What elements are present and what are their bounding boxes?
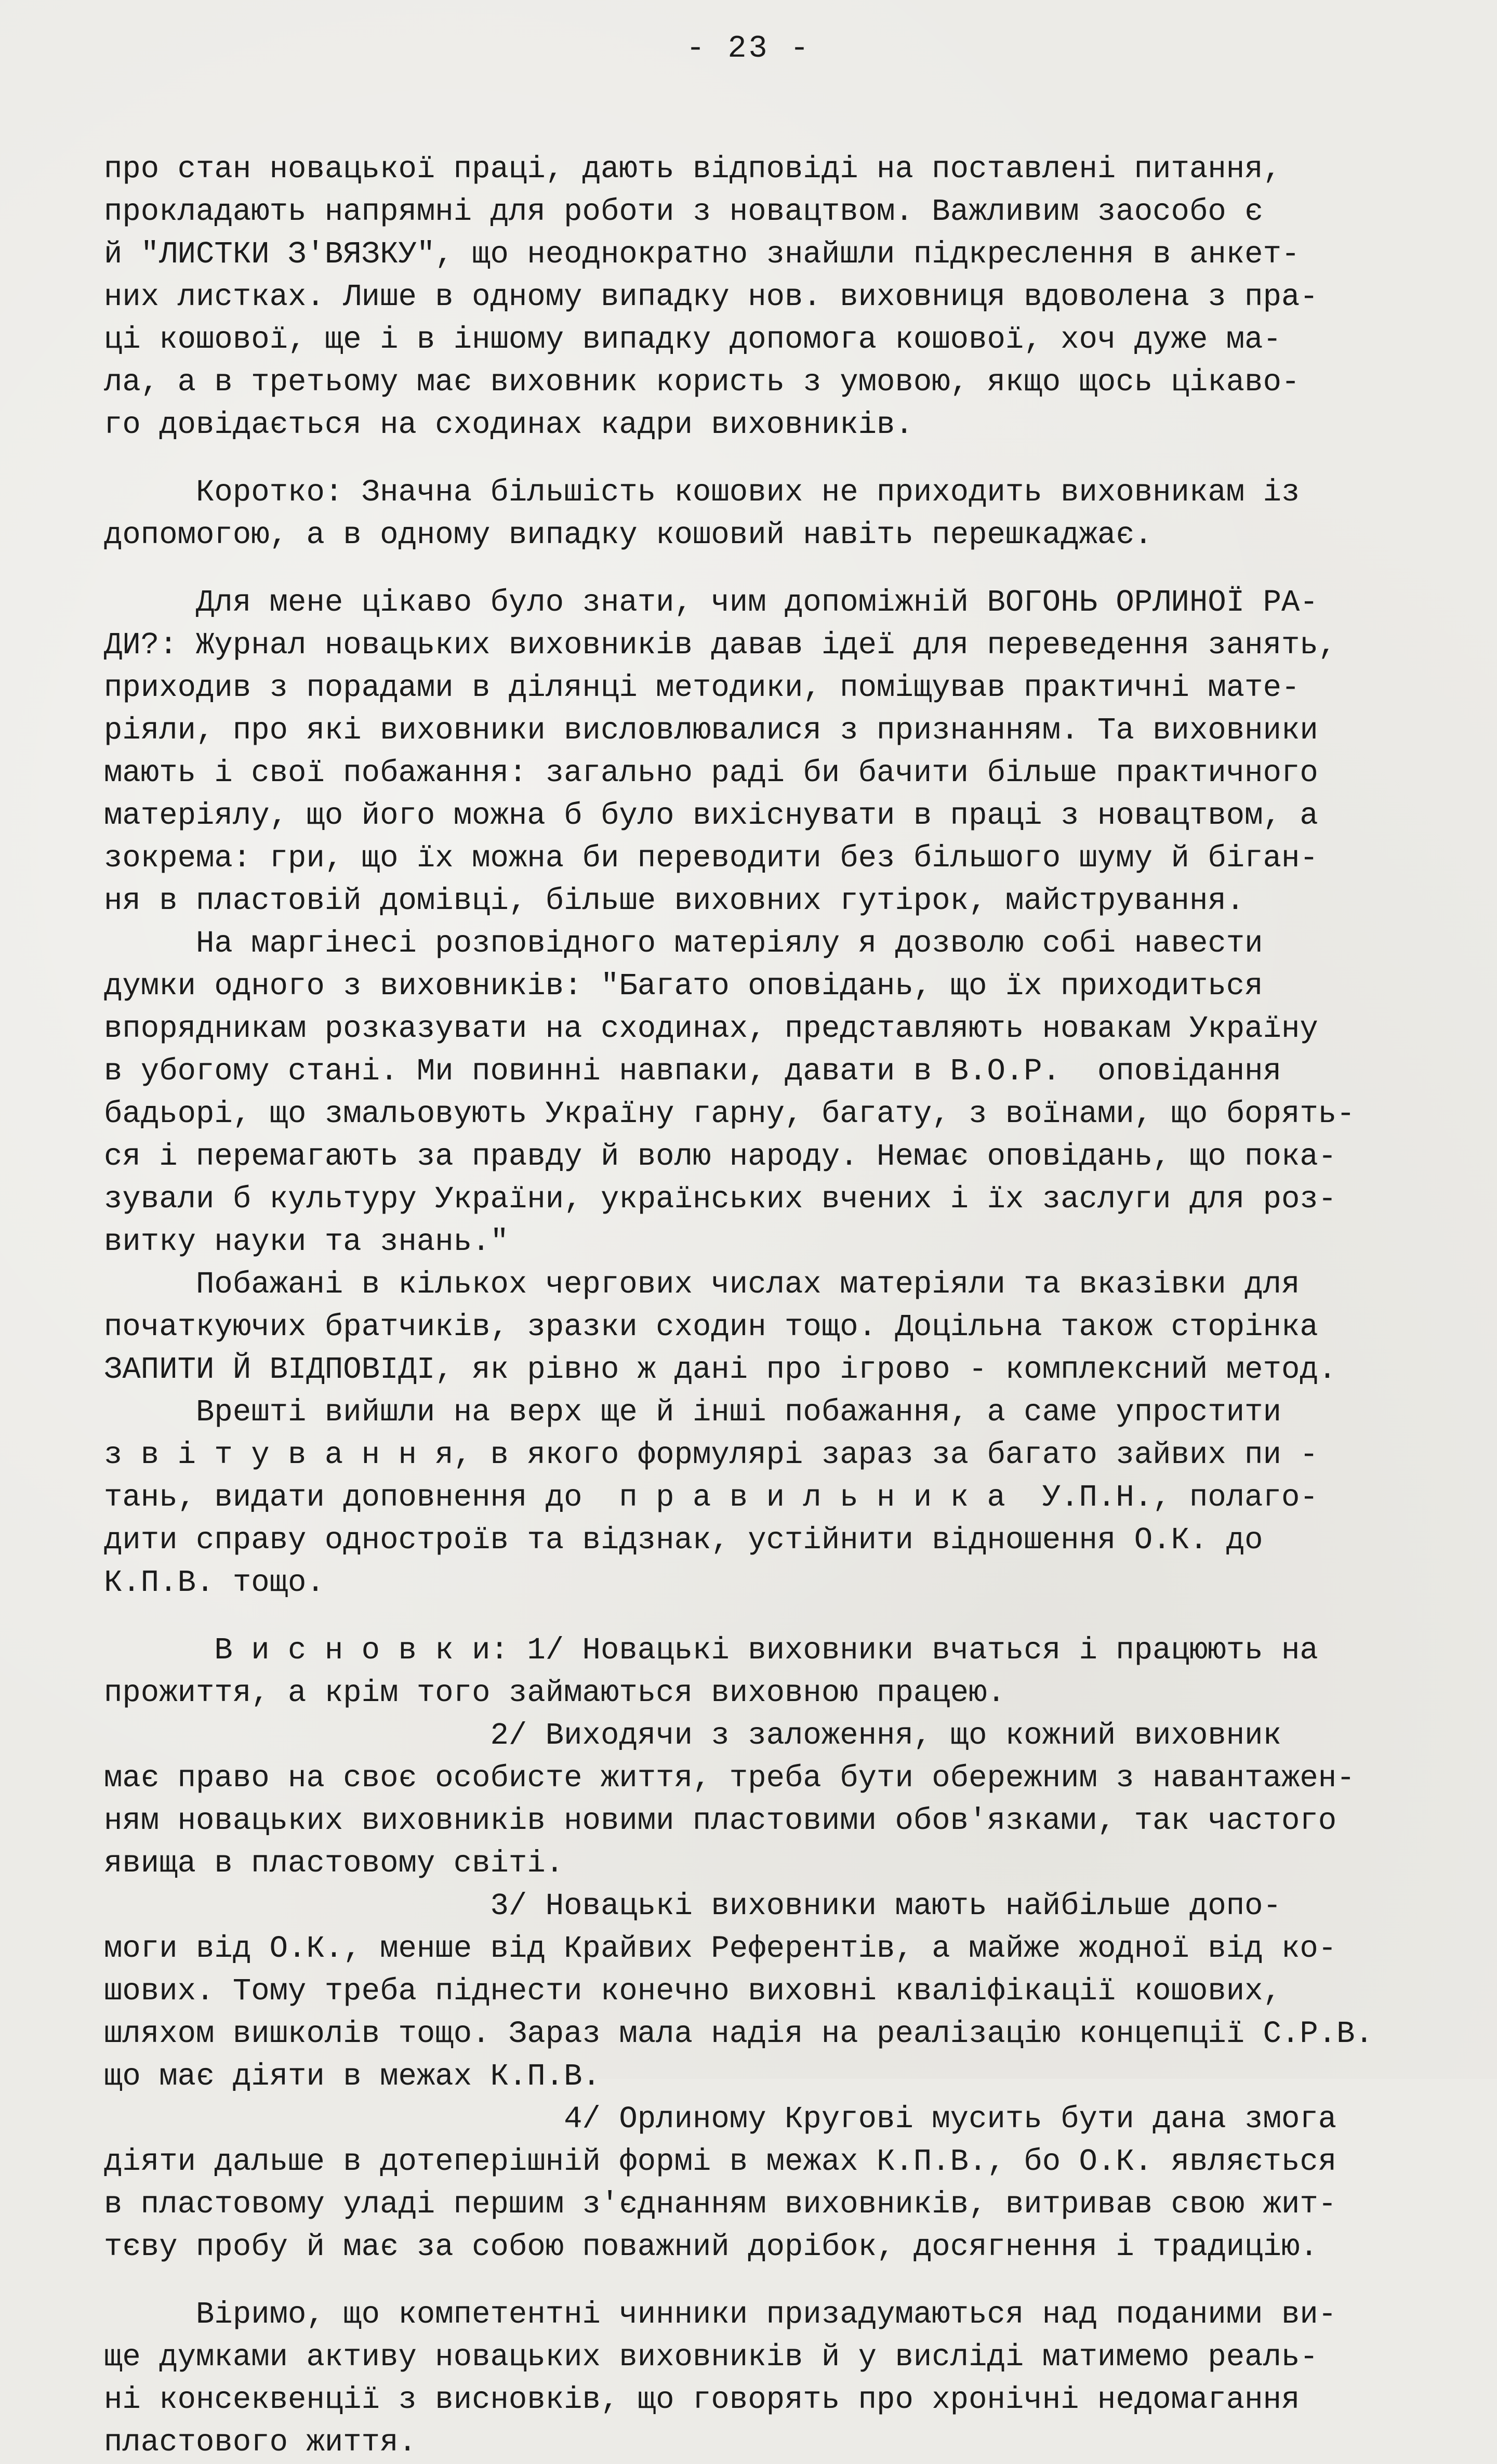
text-line: мають і свої побажання: загально раді би бачити більше практичного bbox=[104, 756, 1318, 790]
text-line: бадьорі, що змальовують Україну гарну, багату, з воїнами, що борять- bbox=[104, 1097, 1355, 1131]
text-line: 2/ Виходячи з заложення, що кожний виховник bbox=[104, 1718, 1281, 1753]
text-line: Коротко: Значна більшість кошових не приходить виховникам із bbox=[104, 475, 1300, 510]
paragraph-final bbox=[104, 2294, 1476, 2464]
text-line: дити справу одностроїв та відзнак, устійнити відношення О.К. до bbox=[104, 1523, 1263, 1558]
text-line: ня в пластовій домівці, більше виховних гутірок, майстрування. bbox=[104, 884, 1245, 918]
text-line: Врешті вийшли на верх ще й інші побажання, а саме упростити bbox=[104, 1395, 1281, 1430]
paragraph-5 bbox=[104, 1263, 1476, 1604]
text-line: витку науки та знань." bbox=[104, 1224, 509, 1259]
text-line: 3/ Новацькі виховники мають найбільше допо- bbox=[104, 1889, 1281, 1923]
text-line: ДИ?: Журнал новацьких виховників давав ідеї для переведення занять, bbox=[104, 628, 1337, 663]
text-line: в пластовому уладі першим з'єднанням виховників, витривав свою жит- bbox=[104, 2187, 1337, 2222]
text-line: діяти дальше в дотеперішній формі в межах К.П.В., бо О.К. являється bbox=[104, 2144, 1337, 2179]
text-line: в убогому стані. Ми повинні навпаки, давати в В.О.Р. оповідання bbox=[104, 1054, 1281, 1089]
text-line: моги від О.К., менше від Крайвих Референтів, а майже жодної від ко- bbox=[104, 1931, 1337, 1966]
paragraph-4 bbox=[104, 923, 1476, 1263]
paragraph-1 bbox=[104, 148, 1476, 446]
text-line: впорядникам розказувати на сходинах, представляють новакам Україну bbox=[104, 1011, 1318, 1046]
text-line: про стан новацької праці, дають відповіді на поставлені питання, bbox=[104, 152, 1281, 187]
document-body bbox=[104, 148, 1476, 2464]
text-line: матеріялу, що його можна б було вихіснувати в праці з новацтвом, а bbox=[104, 798, 1318, 833]
text-line: зували б культуру України, українських вчених і їх заслуги для роз- bbox=[104, 1182, 1337, 1217]
text-line: прожиття, а крім того займаються виховною працею. bbox=[104, 1676, 1005, 1710]
text-line: думки одного з виховників: "Багато оповідань, що їх приходиться bbox=[104, 969, 1263, 1004]
conclusions-section bbox=[104, 1629, 1476, 2269]
text-line: й "ЛИСТКИ З'ВЯЗКУ", що неоднократно знайшли підкреслення в анкет- bbox=[104, 237, 1300, 272]
text-line: шових. Тому треба піднести конечно виховні кваліфікації кошових, bbox=[104, 1974, 1281, 2009]
text-line: ся і перемагають за правду й волю народу. Немає оповідань, що пока- bbox=[104, 1139, 1337, 1174]
text-line: початкуючих братчиків, зразки сходин тощо. Доцільна також сторінка bbox=[104, 1310, 1318, 1345]
text-line: що має діяти в межах К.П.В. bbox=[104, 2059, 601, 2094]
text-line: На маргінесі розповідного матеріялу я дозволю собі навести bbox=[104, 926, 1263, 961]
text-line: ще думками активу новацьких виховників й у висліді матимемо реаль- bbox=[104, 2340, 1318, 2375]
text-line: К.П.В. тощо. bbox=[104, 1565, 325, 1600]
text-line: тєву пробу й має за собою поважний дорібок, досягнення і традицію. bbox=[104, 2230, 1318, 2264]
text-line: ріяли, про які виховники висловлювалися з признанням. Та виховники bbox=[104, 713, 1318, 748]
text-line: Побажані в кількох чергових числах матеріяли та вказівки для bbox=[104, 1267, 1300, 1302]
page-number: - 23 - bbox=[686, 31, 811, 67]
text-line: 4/ Орлиному Кругові мусить бути дана змога bbox=[104, 2102, 1337, 2137]
text-line: приходив з порадами в ділянці методики, поміщував практичні мате- bbox=[104, 670, 1300, 705]
text-line: ні консеквенції з висновків, що говорять про хронічні недомагання bbox=[104, 2382, 1300, 2417]
text-line: го довідається на сходинах кадри виховників. bbox=[104, 407, 913, 442]
text-line: прокладають напрямні для роботи з новацтвом. Важливим заособо є bbox=[104, 194, 1263, 229]
text-line: явища в пластовому світі. bbox=[104, 1846, 564, 1881]
text-line: них листках. Лише в одному випадку нов. виховниця вдоволена з пра- bbox=[104, 280, 1318, 314]
text-line: ням новацьких виховників новими пластовими обов'язками, так частого bbox=[104, 1803, 1337, 1838]
text-line: зокрема: гри, що їх можна би переводити без більшого шуму й біган- bbox=[104, 841, 1318, 876]
paragraph-3 bbox=[104, 582, 1476, 923]
text-line: ла, а в третьому має виховник користь з умовою, якщо щось цікаво- bbox=[104, 365, 1300, 400]
conclusions-heading-line: В и с н о в к и: 1/ Новацькі виховники вчаться і працюють на bbox=[104, 1633, 1318, 1668]
text-line: ці кошової, ще і в іншому випадку допомога кошової, хоч дуже ма- bbox=[104, 322, 1281, 357]
text-line: з в і т у в а н н я, в якого формулярі зараз за багато зайвих пи - bbox=[104, 1438, 1318, 1472]
paragraph-2 bbox=[104, 471, 1476, 557]
text-line: Віримо, що компетентні чинники призадумаються над поданими ви- bbox=[104, 2297, 1337, 2332]
text-line: шляхом вишколів тощо. Зараз мала надія на реалізацію концепції С.Р.В. bbox=[104, 2017, 1373, 2051]
text-line: Для мене цікаво було знати, чим допоміжній ВОГОНЬ ОРЛИНОЇ РА- bbox=[104, 585, 1318, 620]
text-line: тань, видати доповнення до п р а в и л ь н и к а У.П.Н., полаго- bbox=[104, 1480, 1318, 1515]
text-line: пластового життя. bbox=[104, 2425, 417, 2460]
text-line: допомогою, а в одному випадку кошовий навіть перешкаджає. bbox=[104, 518, 1153, 552]
text-line: ЗАПИТИ Й ВІДПОВІДІ, як рівно ж дані про ігрово - комплексний метод. bbox=[104, 1352, 1337, 1387]
text-line: має право на своє особисте життя, треба бути обережним з навантажен- bbox=[104, 1761, 1355, 1796]
